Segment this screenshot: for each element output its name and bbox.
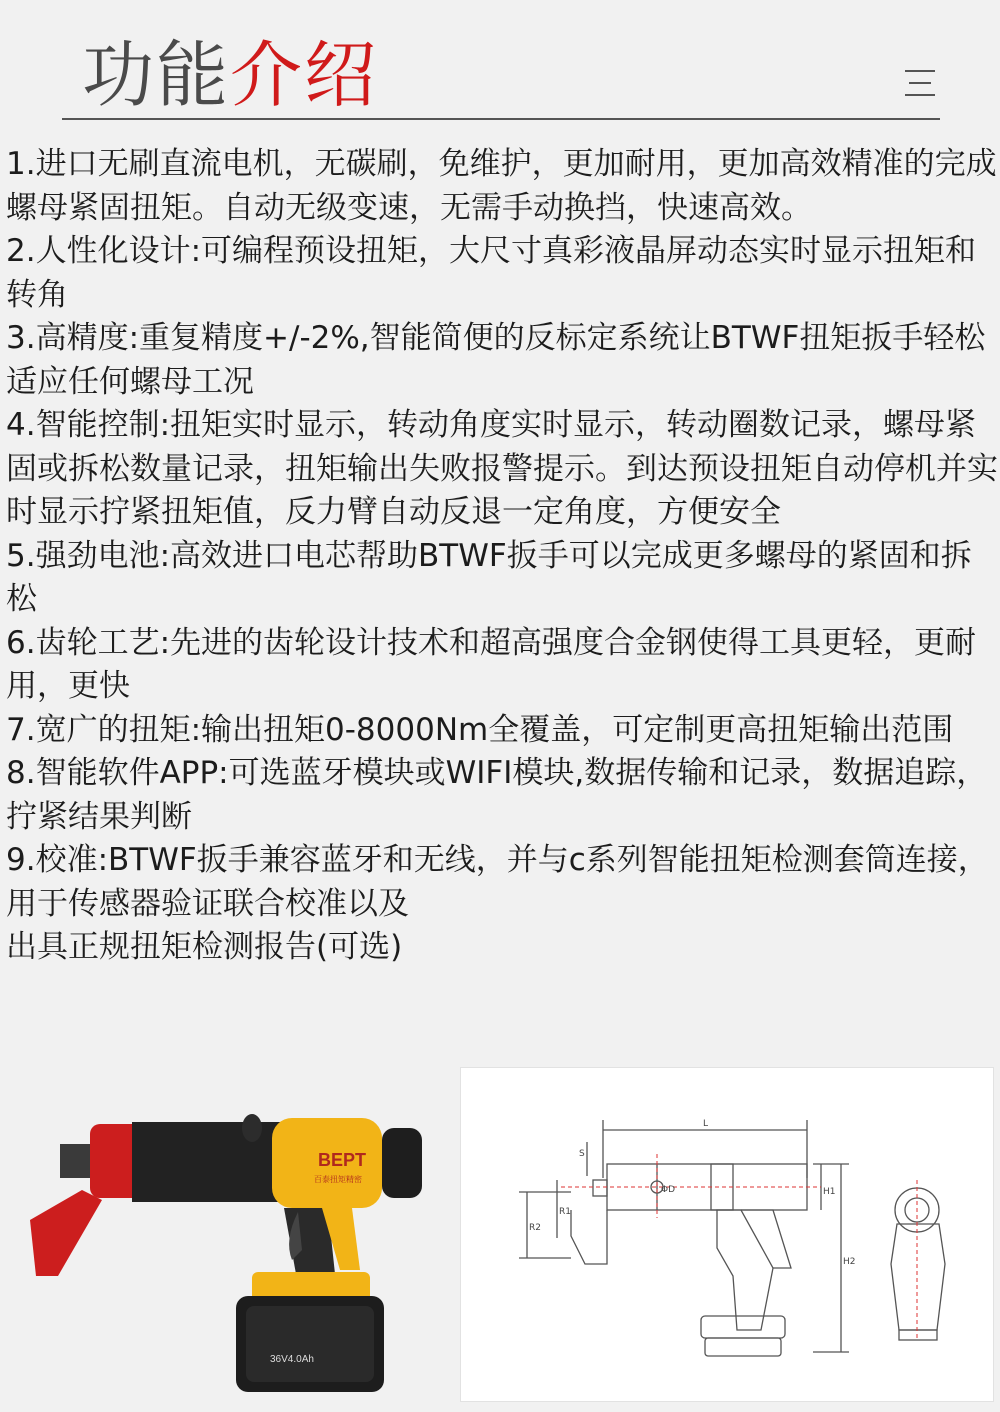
title-part-1: 功能: [82, 33, 231, 117]
dim-label-h2: H2: [843, 1257, 856, 1267]
reaction-arm: [30, 1190, 102, 1276]
feature-item: 3.高精度:重复精度+/-2%,智能简便的反标定系统让BTWF扭矩扳手轻松适应任何螺母工况: [6, 320, 986, 400]
brand-logo: BEPT: [318, 1150, 367, 1170]
dimension-drawing: [461, 1068, 993, 1401]
dim-label-l: L: [703, 1119, 709, 1129]
dim-label-r1: R1: [559, 1207, 571, 1217]
battery-label: 36V4.0Ah: [270, 1354, 314, 1365]
feature-list: [6, 143, 998, 970]
dim-label-h1: H1: [823, 1187, 836, 1197]
feature-item: 1.进口无刷直流电机，无碳刷，免维护，更加耐用，更加高效精准的完成螺母紧固扭矩。自动无级变速，无需手动换挡，快速高效。: [6, 146, 997, 226]
feature-item: 4.智能控制:扭矩实时显示，转动角度实时显示，转动圈数记录，螺母紧固或拆松数量记录，扭矩输出失败报警提示。到达预设扭矩自动停机并实时显示拧紧扭矩值，反力臂自动反退一定角度，方便安全: [6, 407, 998, 530]
dimension-diagram: [460, 1067, 994, 1402]
title-part-2: 介绍: [230, 33, 379, 117]
gearbox: [132, 1122, 292, 1202]
feature-item: 9.校准:BTWF扳手兼容蓝牙和无线，并与c系列智能扭矩检测套筒连接，用于传感器验证联合校准以及: [6, 842, 989, 922]
feature-item: 7.宽广的扭矩:输出扭矩0-8000Nm全覆盖，可定制更高扭矩输出范围: [6, 711, 954, 748]
rear-cap: [382, 1128, 422, 1198]
dim-label-s: S: [579, 1149, 585, 1159]
feature-item: 6.齿轮工艺:先进的齿轮设计技术和超高强度合金钢使得工具更轻，更耐用，更快: [6, 624, 977, 704]
feature-item: 5.强劲电池:高效进口电芯帮助BTWF扳手可以完成更多螺母的紧固和拆松: [6, 537, 972, 617]
feature-item: 出具正规扭矩检测报告(可选): [6, 929, 403, 965]
dim-label-r2: R2: [529, 1223, 541, 1233]
page-title: [82, 30, 378, 120]
feature-item: 2.人性化设计:可编程预设扭矩，大尺寸真彩液晶屏动态实时显示扭矩和转角: [6, 233, 977, 313]
torque-wrench-photo: [22, 1100, 442, 1400]
menu-icon[interactable]: [905, 70, 935, 100]
brand-sub: 百泰扭矩精密: [314, 1175, 362, 1184]
feature-item: 8.智能软件APP:可选蓝牙模块或WIFI模块,数据传输和记录，数据追踪，拧紧结果判断: [6, 755, 988, 835]
title-divider: [62, 118, 940, 120]
dim-label-phi: ΦD: [661, 1185, 676, 1195]
